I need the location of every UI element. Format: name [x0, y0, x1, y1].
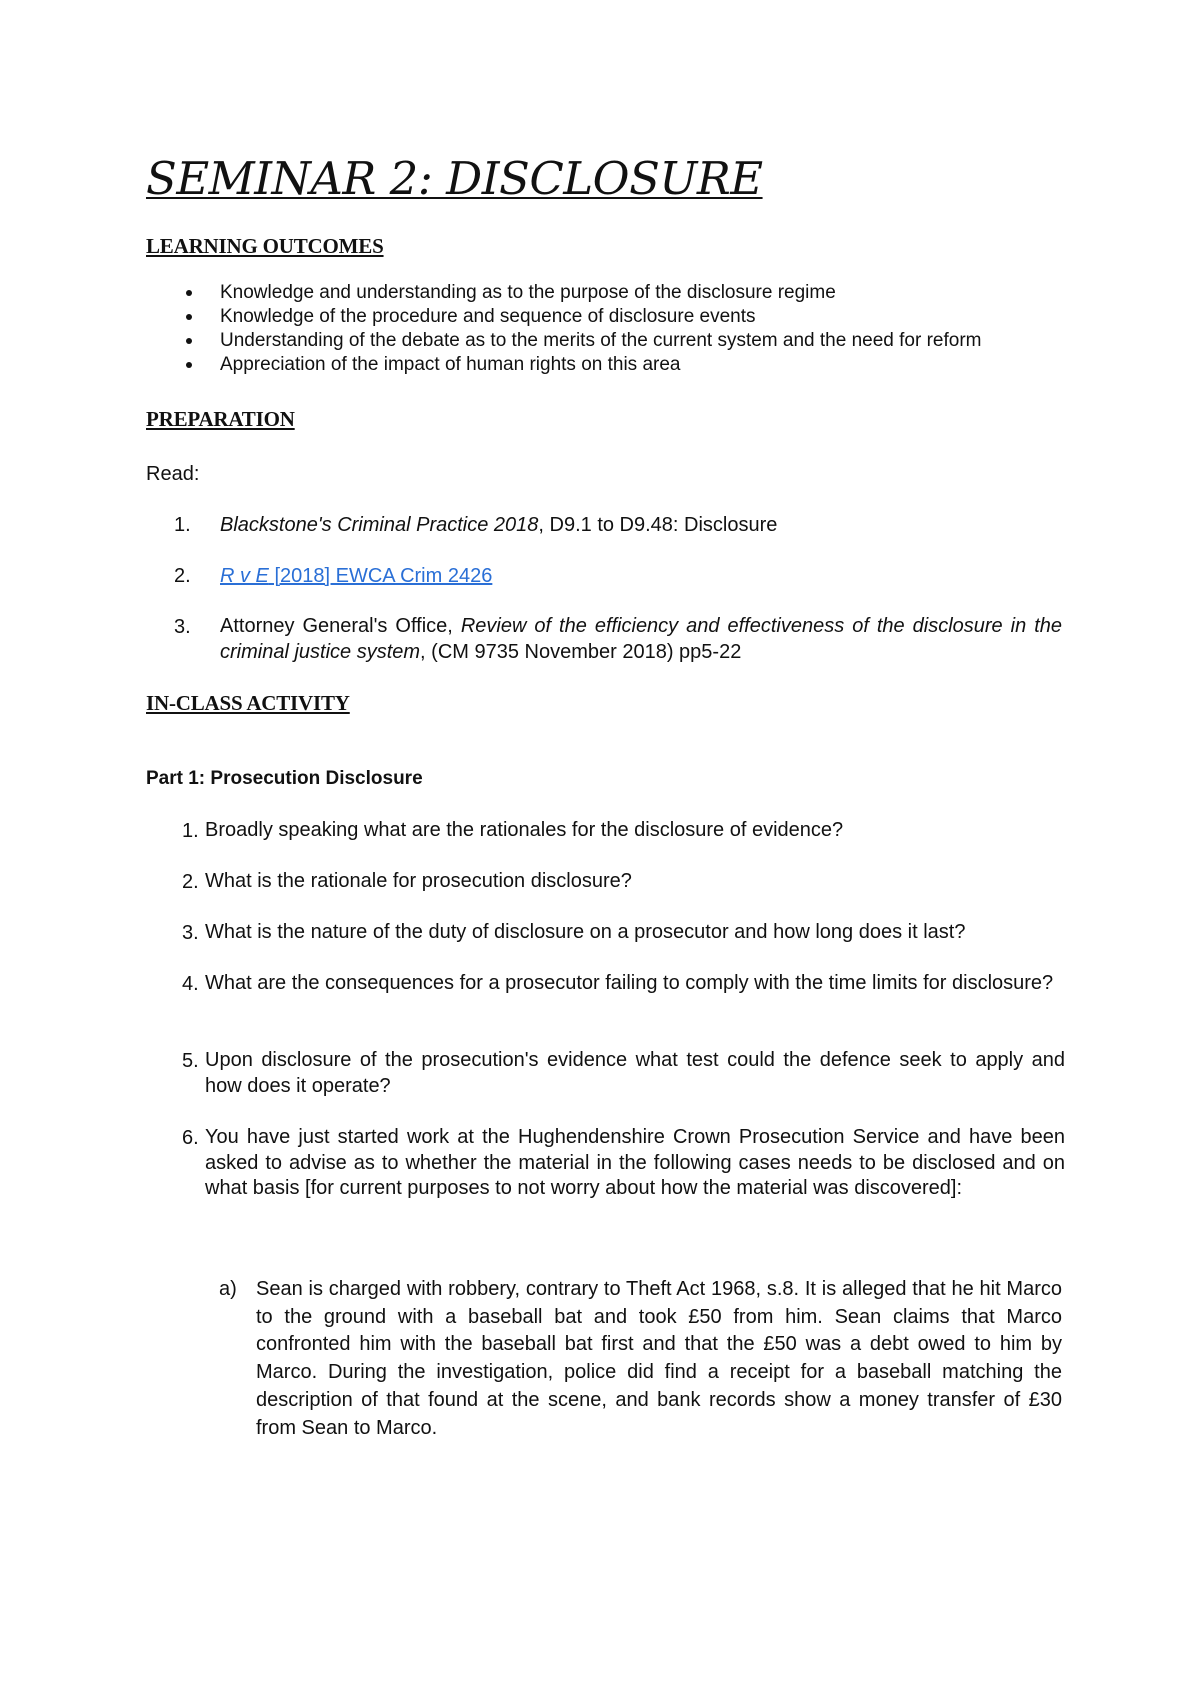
list-item-text: Knowledge of the procedure and sequence of disclosure events	[220, 306, 756, 327]
question-number: 4.	[182, 973, 199, 995]
case-link-name[interactable]: R v E	[220, 565, 269, 587]
reading-title: Review of the efficiency and effectiveness of the disclosure in the criminal justice system	[220, 615, 1063, 663]
question-5	[205, 1048, 1065, 1099]
bullet-icon	[186, 290, 192, 296]
bullet-icon	[186, 314, 192, 320]
question-2: What is the rationale for prosecution disclosure?	[205, 870, 632, 892]
case-a-text: Sean is charged with robbery, contrary to Theft Act 1968, s.8. It is alleged that he hit Marco to the ground with a baseball bat and took £50 from him. Sean claims that Marco confronted him with the baseball bat first and that the £50 was a debt owed to him by Marco. During the investigation, police did find a receipt for a baseball matching the description of that found at the scene, and bank records show a money transfer of £30 from Sean to Marco.	[256, 1278, 1062, 1439]
question-6	[205, 1125, 1065, 1202]
reading-detail: , D9.1 to D9.48: Disclosure	[538, 514, 778, 536]
page-title: SEMINAR 2: DISCLOSURE	[146, 152, 763, 205]
reading-detail: , (CM 9735 November 2018) pp5-22	[420, 640, 742, 663]
question-3: What is the nature of the duty of disclosure on a prosecutor and how long does it last?	[205, 921, 966, 943]
read-label: Read:	[146, 463, 200, 485]
part-1-title: Part 1: Prosecution Disclosure	[146, 768, 423, 789]
list-item-text: Knowledge and understanding as to the purpose of the disclosure regime	[220, 282, 836, 303]
case-link-citation[interactable]: [2018] EWCA Crim 2426	[268, 565, 493, 587]
question-number: 3.	[182, 922, 199, 944]
list-item-text: Understanding of the debate as to the merits of the current system and the need for reform	[220, 330, 982, 351]
case-label: a)	[219, 1278, 237, 1300]
case-link[interactable]	[220, 564, 492, 589]
question-1: Broadly speaking what are the rationales for the disclosure of evidence?	[205, 819, 844, 841]
reading-item-3-text	[220, 614, 1062, 665]
learning-outcomes-heading: LEARNING OUTCOMES	[146, 234, 384, 258]
question-4-text: What are the consequences for a prosecutor failing to comply with the time limits for disclosure?	[205, 972, 1054, 994]
list-item-text: Appreciation of the impact of human rights on this area	[220, 354, 681, 375]
reading-title: Blackstone's Criminal Practice 2018	[220, 514, 539, 536]
in-class-activity-heading: IN-CLASS ACTIVITY	[146, 691, 350, 715]
question-number: 6.	[182, 1127, 199, 1149]
preparation-heading: PREPARATION	[146, 407, 295, 431]
question-number: 1.	[182, 820, 199, 842]
question-number: 5.	[182, 1050, 199, 1072]
question-6-text: You have just started work at the Hughendenshire Crown Prosecution Service and have been asked to advise as to whether the material in the following cases needs to be disclosed and on what basis [for current purposes to not worry about how the material was discovered]:	[205, 1126, 1065, 1199]
reading-number: 3.	[174, 616, 191, 638]
bullet-icon	[186, 338, 192, 344]
reading-number: 2.	[174, 565, 191, 587]
question-number: 2.	[182, 871, 199, 893]
reading-number: 1.	[174, 514, 191, 536]
reading-lead: Attorney General's Office,	[220, 615, 461, 637]
bullet-icon	[186, 362, 192, 368]
question-5-text: Upon disclosure of the prosecution's evidence what test could the defence seek to apply and how does it operate?	[205, 1049, 1065, 1097]
question-4	[205, 971, 1065, 997]
